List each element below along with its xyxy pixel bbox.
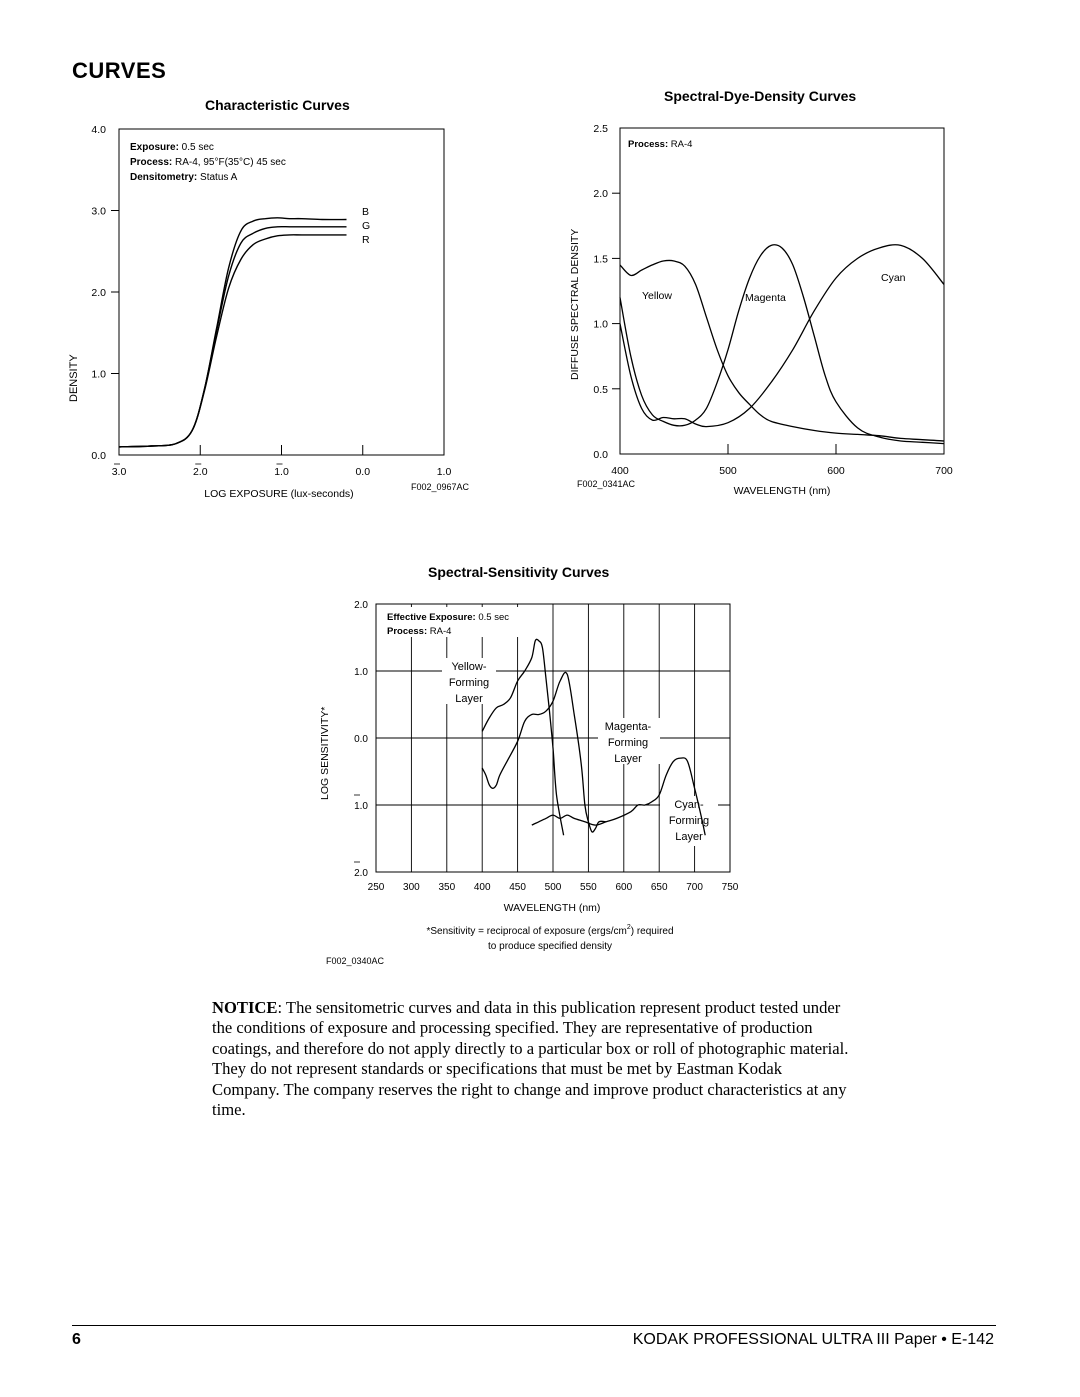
- sensitivity-chart-title: Spectral-Sensitivity Curves: [428, 564, 610, 580]
- info-value: 0.5 sec: [178, 142, 214, 153]
- info-label: Effective Exposure:: [387, 612, 476, 623]
- notice-paragraph: [212, 998, 852, 1120]
- label-line: Forming: [607, 737, 649, 749]
- y-tick-label: 2.0: [593, 188, 608, 201]
- x-tick-label: 400: [473, 882, 491, 893]
- info-value: RA-4, 95°F(35°C) 45 sec: [172, 157, 286, 168]
- sensitivity-ylabel: LOG SENSITIVITY*: [319, 706, 331, 800]
- y-tick-label: 0.0: [91, 450, 106, 462]
- y-tick-label: 0.0: [354, 734, 368, 745]
- sensitivity-footnote-2: to produce specified density: [488, 941, 612, 952]
- label-line: Forming: [448, 677, 490, 689]
- dye-density-code: F002_0341AC: [576, 479, 636, 489]
- series-line-g: [119, 227, 347, 447]
- characteristic-ylabel: DENSITY: [68, 354, 80, 402]
- label-line: Forming: [668, 815, 710, 827]
- x-tick-label: 700: [935, 465, 953, 477]
- y-tick-label: 2.5: [593, 123, 608, 135]
- characteristic-chart-title: Characteristic Curves: [205, 97, 350, 113]
- svg-text:Process: RA-4: [628, 139, 692, 150]
- svg-text:Process: RA-4, 95°F(35°C) 45 s: [130, 157, 286, 168]
- label-line: Cyan-: [674, 799, 704, 811]
- characteristic-code: F002_0967AC: [410, 482, 470, 492]
- x-tick-label: 450: [509, 882, 526, 893]
- svg-text:Densitometry: Status A: [130, 172, 238, 183]
- info-label: Exposure:: [130, 142, 179, 153]
- y-tick-label: 2.0: [91, 287, 106, 299]
- label-line: Layer: [675, 831, 703, 843]
- footer-title: KODAK PROFESSIONAL ULTRA III Paper • E-142: [632, 1331, 994, 1348]
- x-tick-label: 700: [686, 882, 703, 893]
- y-tick-label: 1.0: [593, 318, 608, 331]
- x-tick-label: 300: [403, 882, 420, 893]
- label-line: Yellow-: [451, 661, 487, 673]
- svg-text:Effective Exposure: 0.5 sec: [387, 612, 509, 623]
- x-tick-label: 750: [721, 882, 739, 893]
- x-tick-label: 600: [615, 882, 633, 893]
- series-line-yellow: [620, 260, 944, 441]
- y-tick-label: 4.0: [91, 124, 106, 136]
- x-tick-label: 600: [827, 465, 845, 477]
- info-value: RA-4: [668, 139, 693, 150]
- page-heading: CURVES: [72, 58, 167, 83]
- series-line-r: [119, 235, 347, 447]
- characteristic-xlabel: LOG EXPOSURE (lux-seconds): [204, 488, 354, 500]
- sensitivity-footnote: [426, 924, 673, 937]
- y-tick-label: 2.0: [354, 600, 368, 611]
- sensitivity-code: F002_0340AC: [326, 956, 385, 966]
- y-tick-label: 3.0: [91, 205, 106, 218]
- sensitivity-label-masks: [382, 607, 718, 846]
- footnote-sup: 2: [626, 924, 631, 931]
- info-label: Process:: [628, 139, 669, 150]
- footnote-part: *Sensitivity = reciprocal of exposure (ergs/cm: [426, 926, 627, 937]
- legend-r: R: [362, 234, 370, 246]
- dye-density-chart: [560, 112, 970, 502]
- info-value: 0.5 sec: [475, 612, 509, 623]
- characteristic-chart: [60, 112, 490, 512]
- x-tick-label: 650: [650, 882, 668, 893]
- dye-label-magenta: Magenta: [745, 292, 786, 304]
- y-tick-label: 1.0: [354, 801, 368, 812]
- characteristic-info: [130, 142, 286, 183]
- dye-density-ylabel: DIFFUSE SPECTRAL DENSITY: [569, 228, 581, 380]
- page-number: 6: [72, 1331, 81, 1348]
- footnote-part: ) required: [630, 926, 674, 937]
- x-tick-label: 550: [580, 882, 597, 893]
- y-tick-label: 0.5: [593, 383, 608, 396]
- y-tick-label: 2.0: [354, 868, 368, 879]
- y-tick-label: 0.0: [593, 449, 608, 461]
- x-tick-label: 500: [719, 465, 737, 477]
- label-line: Layer: [455, 693, 483, 705]
- x-tick-label: 2.0: [192, 466, 208, 478]
- label-line: Layer: [614, 753, 642, 765]
- series-line-b: [119, 218, 347, 447]
- sensitivity-chart: [310, 590, 750, 970]
- footer-rule: [72, 1325, 996, 1326]
- y-tick-label: 1.5: [593, 253, 608, 266]
- sensitivity-xlabel: WAVELENGTH (nm): [503, 902, 601, 914]
- characteristic-legend: [362, 206, 370, 246]
- dye-density-chart-title: Spectral-Dye-Density Curves: [664, 88, 857, 104]
- notice-text: : The sensitometric curves and data in this publication represent product tested under the conditions of exposure and processing specified. They are representative of production coatings, and therefore do not apply directly to a particular box or roll of photographic material. They do not represent standards or specifications that must be met by Eastman Kodak Company. The company reserves the right to change and improve product characteristics at any time.: [212, 998, 849, 1120]
- info-value: RA-4: [427, 626, 452, 637]
- x-tick-label: 1.0: [274, 466, 289, 478]
- dye-label-cyan: Cyan: [881, 272, 906, 284]
- notice-label: NOTICE: [212, 998, 278, 1017]
- svg-text:Exposure: 0.5 sec: [130, 142, 214, 153]
- x-tick-label: 0.0: [355, 466, 371, 478]
- info-value: Status A: [197, 172, 238, 183]
- x-tick-label: 1.0: [436, 466, 452, 478]
- dye-label-yellow: Yellow: [642, 290, 672, 302]
- label-line: Magenta-: [604, 721, 652, 733]
- info-label: Process:: [387, 626, 428, 637]
- svg-text:Process: RA-4: [387, 626, 451, 637]
- info-label: Process:: [130, 157, 173, 168]
- legend-b: B: [362, 206, 370, 218]
- y-tick-label: 1.0: [91, 368, 106, 381]
- x-tick-label: 250: [367, 882, 385, 893]
- series-line-magenta-forming-layer: [482, 672, 606, 832]
- x-tick-label: 350: [438, 882, 456, 893]
- dye-density-xlabel: WAVELENGTH (nm): [733, 485, 831, 497]
- x-tick-label: 500: [544, 882, 562, 893]
- characteristic-lines: [119, 218, 347, 447]
- x-tick-label: 400: [611, 465, 629, 477]
- legend-g: G: [362, 220, 371, 232]
- info-label: Densitometry:: [130, 172, 198, 183]
- y-tick-label: 1.0: [354, 667, 368, 678]
- x-tick-label: 3.0: [111, 466, 127, 478]
